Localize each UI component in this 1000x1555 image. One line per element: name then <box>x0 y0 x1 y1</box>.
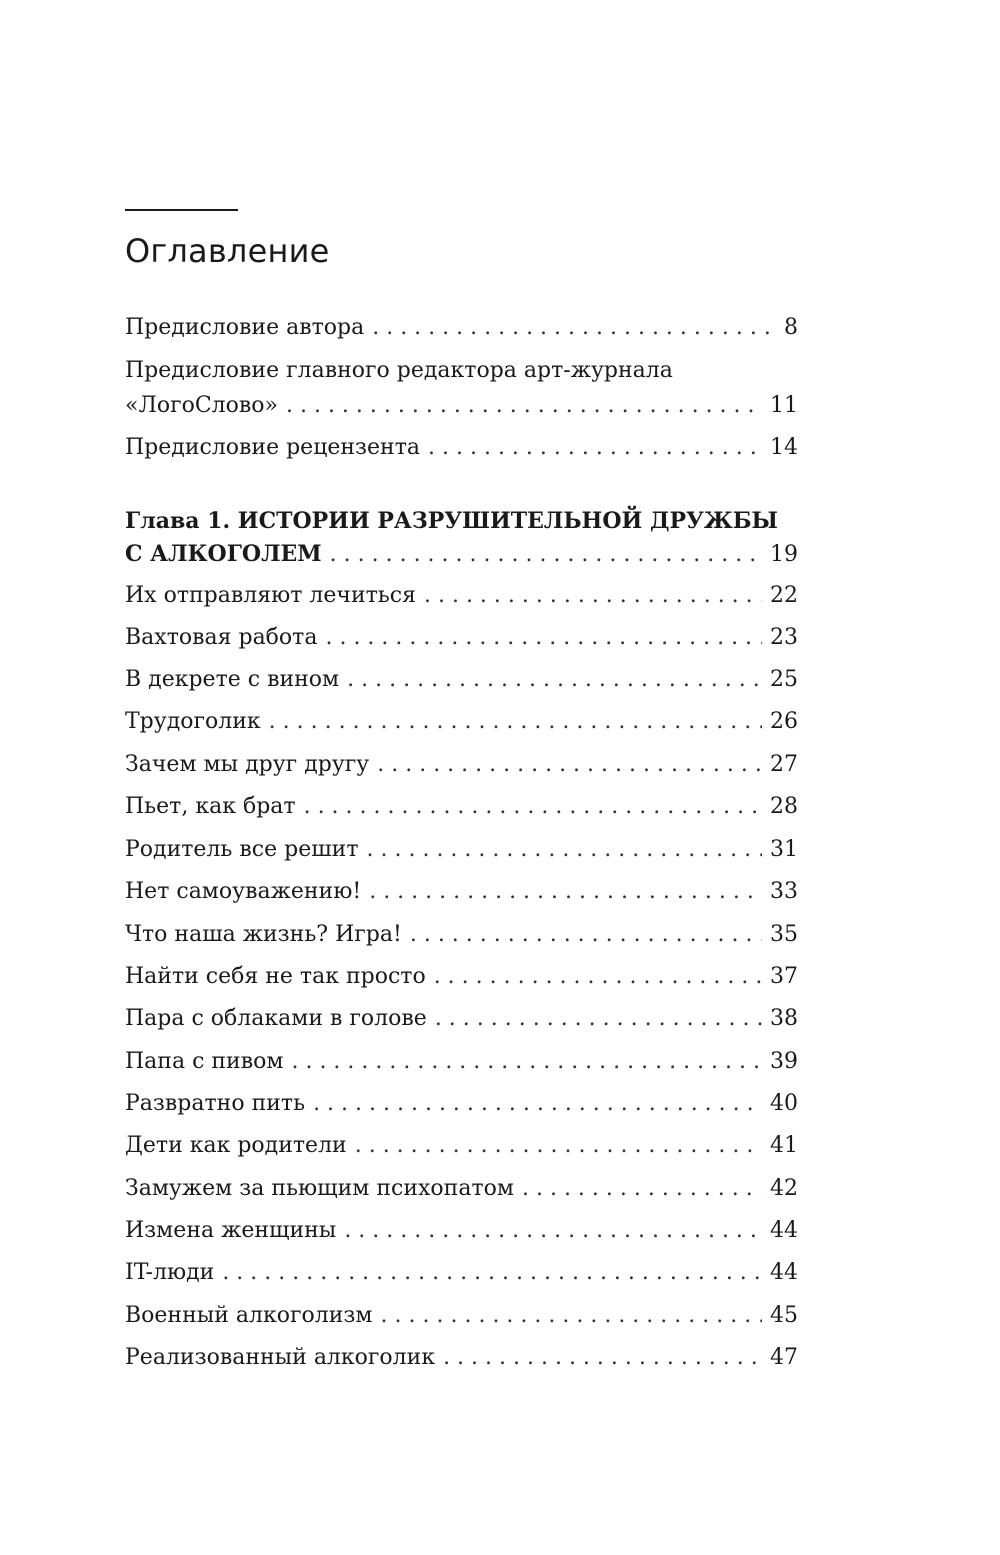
toc-entry-label: Реализованный алкоголик <box>125 1345 436 1370</box>
toc-entry-label: Предисловие рецензента <box>125 435 421 460</box>
toc-entry-label: В декрете с вином <box>125 667 340 692</box>
toc-entry[interactable] <box>125 623 798 653</box>
dot-leader <box>269 707 762 737</box>
toc-entry-label: Найти себя не так просто <box>125 964 426 989</box>
dot-leader <box>381 1301 762 1331</box>
toc-entry[interactable] <box>125 581 798 611</box>
toc-entry[interactable] <box>125 835 798 865</box>
dot-leader <box>435 1004 762 1034</box>
chapter-entry[interactable] <box>125 539 798 570</box>
toc-entry[interactable] <box>125 1216 798 1246</box>
dot-leader <box>347 665 762 695</box>
toc-entry[interactable] <box>125 877 798 907</box>
toc-entry[interactable] <box>125 1004 798 1034</box>
toc-entry-page: 47 <box>770 1345 798 1370</box>
toc-entry[interactable] <box>125 391 798 421</box>
dot-leader <box>313 1089 762 1119</box>
toc-entry-label: IT-люди <box>125 1260 215 1285</box>
dot-leader <box>424 581 762 611</box>
toc-entry[interactable] <box>125 313 798 343</box>
dot-leader <box>522 1174 762 1204</box>
toc-entry-page: 23 <box>770 625 798 650</box>
toc-entry-label: Пьет, как брат <box>125 794 296 819</box>
toc-entry-page: 38 <box>770 1006 798 1031</box>
toc-entry-page: 40 <box>770 1091 798 1116</box>
toc-entry-page: 44 <box>770 1260 798 1285</box>
toc-entry-page: 31 <box>770 837 798 862</box>
toc-entry[interactable] <box>125 433 798 463</box>
toc-entry[interactable] <box>125 665 798 695</box>
dot-leader <box>325 623 762 653</box>
toc-entry-page: 35 <box>770 922 798 947</box>
toc-entry-label: «ЛогоСлово» <box>125 393 278 418</box>
toc-entry-label: Их отправляют лечиться <box>125 583 416 608</box>
toc-entry-page: 11 <box>770 393 798 418</box>
dot-leader <box>410 920 762 950</box>
toc-entry-label: Предисловие автора <box>125 315 365 340</box>
toc-entry-label: Трудоголик <box>125 709 261 734</box>
dot-leader <box>369 877 762 907</box>
toc-entry-label: Развратно пить <box>125 1091 306 1116</box>
toc-entry[interactable] <box>125 920 798 950</box>
dot-leader <box>222 1258 762 1288</box>
toc-entry[interactable] <box>125 1131 798 1161</box>
toc-entry-page: 41 <box>770 1133 798 1158</box>
chapter-page: 19 <box>770 542 798 567</box>
toc-entry[interactable] <box>125 962 798 992</box>
toc-entry-page: 26 <box>770 709 798 734</box>
dot-leader <box>291 1047 762 1077</box>
toc-entry-page: 8 <box>784 315 798 340</box>
toc-entry[interactable] <box>125 707 798 737</box>
toc-entry-label: Пара с облаками в голове <box>125 1006 427 1031</box>
toc-entry-label-line1[interactable]: Предисловие главного редактора арт-журнала <box>125 358 673 383</box>
toc-entry[interactable] <box>125 1047 798 1077</box>
toc-entry[interactable] <box>125 750 798 780</box>
toc-entry-page: 37 <box>770 964 798 989</box>
toc-entry-label: Что наша жизнь? Игра! <box>125 922 402 947</box>
toc-entry[interactable] <box>125 1174 798 1204</box>
toc-entry[interactable] <box>125 1301 798 1331</box>
chapter-title-line2: С АЛКОГОЛЕМ <box>125 541 322 567</box>
dot-leader <box>344 1216 762 1246</box>
dot-leader <box>443 1343 762 1373</box>
toc-entry[interactable] <box>125 792 798 822</box>
toc-entry-label: Замужем за пьющим психопатом <box>125 1176 514 1201</box>
toc-entry-page: 27 <box>770 752 798 777</box>
dot-leader <box>377 750 762 780</box>
dot-leader <box>367 835 762 865</box>
toc-entry-page: 25 <box>770 667 798 692</box>
toc-entry[interactable] <box>125 1258 798 1288</box>
dot-leader <box>304 792 762 822</box>
toc-entry-label: Измена женщины <box>125 1218 337 1243</box>
toc-entry-label: Нет самоуважению! <box>125 879 362 904</box>
toc-entry[interactable] <box>125 1089 798 1119</box>
toc-entry-page: 28 <box>770 794 798 819</box>
page-title: Оглавление <box>125 232 330 270</box>
toc-entry-label: Зачем мы друг другу <box>125 752 370 777</box>
toc-entry-page: 45 <box>770 1303 798 1328</box>
heading-rule <box>125 209 238 211</box>
toc-entry-label: Военный алкоголизм <box>125 1303 373 1328</box>
toc-entry[interactable] <box>125 1343 798 1373</box>
dot-leader <box>428 433 762 463</box>
dot-leader <box>330 540 762 570</box>
dot-leader <box>372 313 776 343</box>
toc-entry-label: Дети как родители <box>125 1133 347 1158</box>
toc-entry-page: 14 <box>770 435 798 460</box>
toc-entry-label: Родитель все решит <box>125 837 359 862</box>
toc-entry-page: 33 <box>770 879 798 904</box>
toc-entry-page: 42 <box>770 1176 798 1201</box>
toc-entry-page: 39 <box>770 1049 798 1074</box>
toc-entry-label: Вахтовая работа <box>125 625 318 650</box>
dot-leader <box>434 962 762 992</box>
toc-entry-page: 44 <box>770 1218 798 1243</box>
chapter-title-line1[interactable]: Глава 1. ИСТОРИИ РАЗРУШИТЕЛЬНОЙ ДРУЖБЫ <box>125 508 778 534</box>
toc-entry-label: Папа с пивом <box>125 1049 284 1074</box>
dot-leader <box>355 1131 762 1161</box>
dot-leader <box>286 391 762 421</box>
toc-entry-page: 22 <box>770 583 798 608</box>
